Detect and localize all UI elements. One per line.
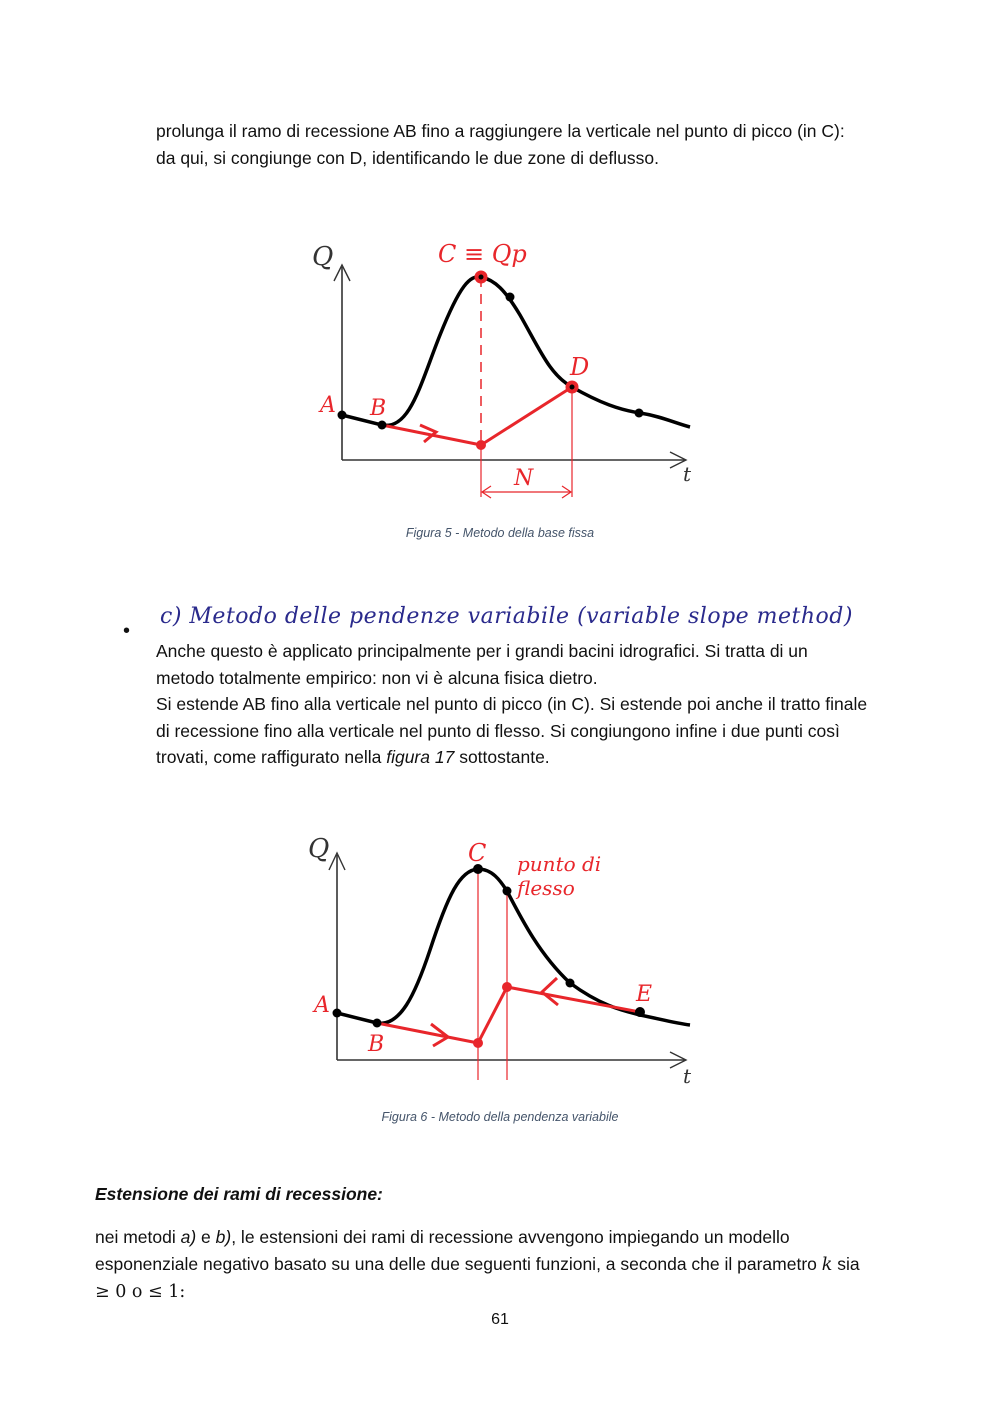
figure-6-hydrograph xyxy=(300,835,720,1095)
point-a xyxy=(333,1009,342,1018)
inflection-point xyxy=(506,293,515,302)
point-a xyxy=(338,411,347,420)
t-label: t xyxy=(683,1064,692,1088)
bullet: • xyxy=(123,620,131,642)
point-b xyxy=(378,421,387,430)
section-heading: Estensione dei rami di recessione: xyxy=(95,1184,383,1204)
figure-reference: figura 17 xyxy=(386,747,455,767)
a-label: A xyxy=(314,993,330,1018)
peak-base-point xyxy=(476,440,486,450)
figure-5-hydrograph xyxy=(300,235,720,510)
q-label: Q xyxy=(312,242,334,272)
point-b xyxy=(373,1019,382,1028)
n-label: N xyxy=(514,466,534,491)
inflection-point xyxy=(503,887,512,896)
page-number: 61 xyxy=(491,1311,509,1328)
extension-paragraph xyxy=(95,1224,860,1306)
text-line: di recessione fino alla verticale nel punto di flesso. Si congiungono infine i due punti così xyxy=(156,720,840,741)
arrow-icon xyxy=(542,978,558,1005)
final-recession-extension xyxy=(507,987,640,1012)
inflection-base-point xyxy=(502,982,512,992)
text-line: nei metodi a) e b), le estensioni dei rami di recessione avvengono impiegando un modello xyxy=(95,1227,790,1247)
text-line: prolunga il ramo di recessione AB fino a raggiungere la verticale nel punto di picco (in C): xyxy=(156,121,845,141)
text-line: Si estende AB fino alla verticale nel punto di picco (in C). Si estende poi anche il tratto finale xyxy=(156,694,868,714)
handwritten-title: c) Metodo delle pendenze variabile (variable slope method) xyxy=(160,604,853,629)
c-label: C xyxy=(468,839,487,867)
b-label: B xyxy=(370,396,387,421)
a-label: A xyxy=(320,393,336,418)
recession-extension-line xyxy=(377,1023,478,1043)
inflection-label-line2: flesso xyxy=(517,876,575,900)
q-label: Q xyxy=(308,835,330,864)
t-label: t xyxy=(683,462,692,486)
point-e xyxy=(635,1007,645,1017)
figure-6-caption: Figura 6 - Metodo della pendenza variabile xyxy=(381,1110,619,1124)
inflection-label-line1: punto di xyxy=(517,852,602,876)
hydrograph-curve xyxy=(342,277,690,427)
text-line: esponenziale negativo basato su una delle due seguenti funzioni, a seconda che il parametro k sia xyxy=(95,1253,860,1275)
text-line: trovati, come raffigurato nella figura 17 sottostante. xyxy=(156,747,550,767)
curve-point xyxy=(566,979,575,988)
method-c-paragraph xyxy=(156,638,867,771)
separation-line xyxy=(481,387,572,445)
curve-point xyxy=(635,409,644,418)
e-label: E xyxy=(636,982,653,1007)
text-line: ≥ 0 o ≤ 1: xyxy=(95,1282,186,1302)
figure-5-caption: Figura 5 - Metodo della base fissa xyxy=(405,526,595,540)
peak-base-point xyxy=(473,1038,483,1048)
text-line: da qui, si congiunge con D, identificando le due zone di deflusso. xyxy=(156,147,659,168)
text-line: Anche questo è applicato principalmente per i grandi bacini idrografici. Si tratta di un xyxy=(156,641,808,661)
c-qp-label: C ≡ Qp xyxy=(438,240,527,268)
intro-paragraph xyxy=(156,118,845,171)
b-label: B xyxy=(368,1032,385,1057)
text-line: metodo totalmente empirico: non vi è alcuna fisica dietro. xyxy=(156,667,598,688)
d-label: D xyxy=(570,353,590,381)
separation-line xyxy=(478,987,507,1043)
